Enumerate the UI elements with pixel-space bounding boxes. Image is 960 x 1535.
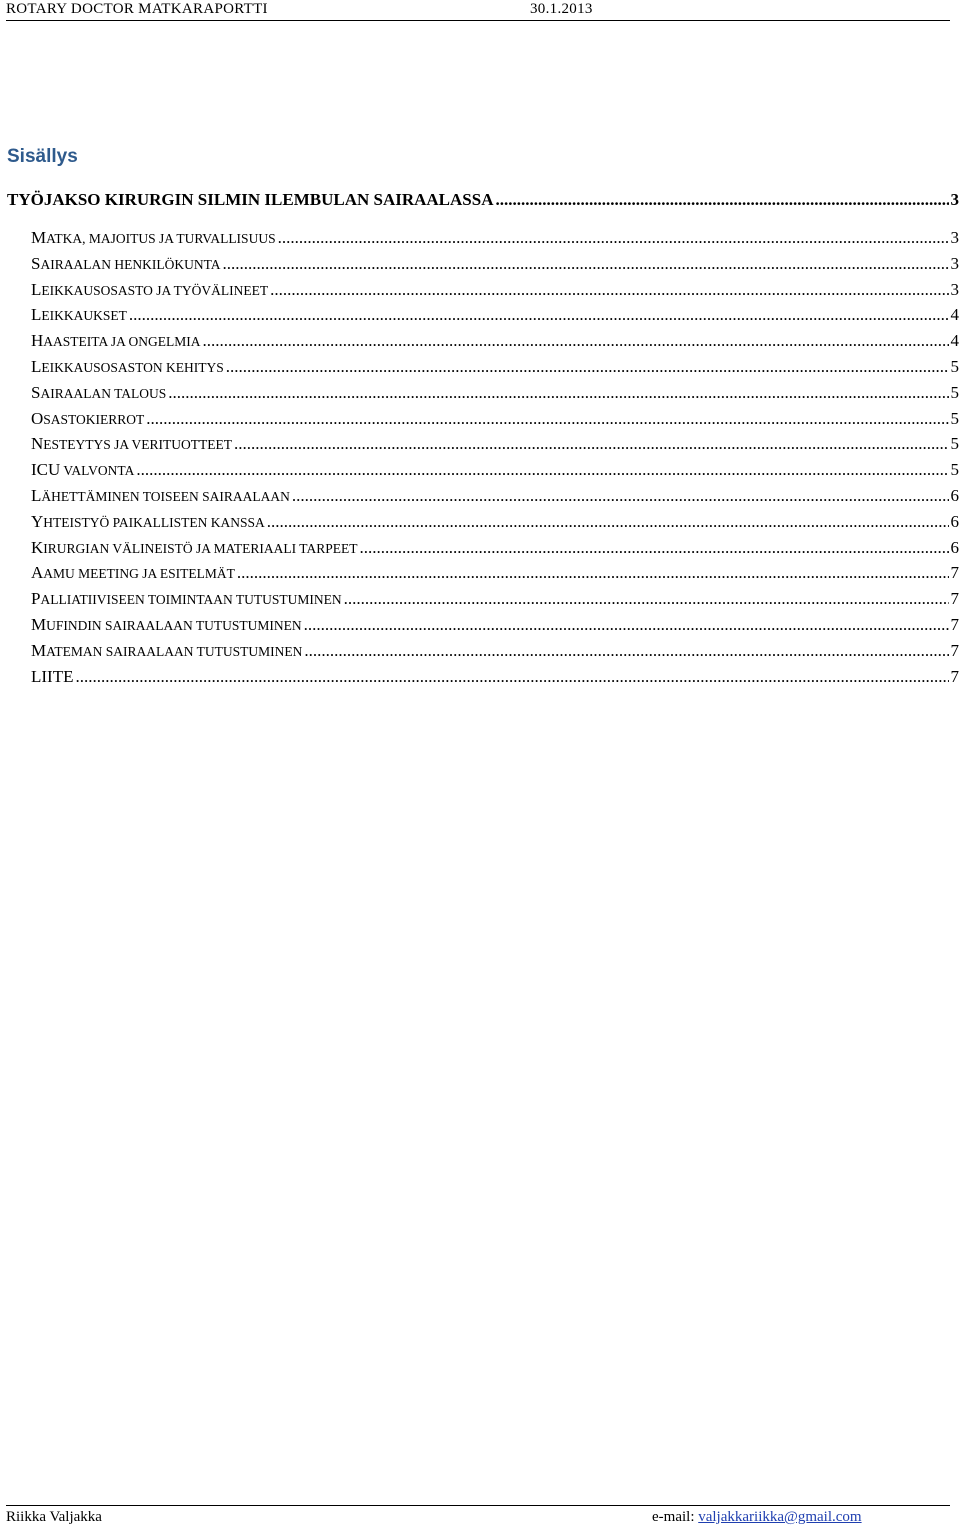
toc-title: Sisällys (7, 146, 78, 167)
toc-entry-label (31, 331, 200, 351)
toc-page-number: 6 (950, 537, 959, 557)
toc-entry-initial: M (31, 228, 47, 247)
toc-entry-label (31, 538, 357, 558)
toc-entry-label (31, 280, 268, 300)
toc-dot-leader (344, 589, 949, 609)
toc-entry-initial: M (31, 615, 47, 634)
toc-entry[interactable] (31, 331, 959, 353)
toc-entry[interactable] (31, 409, 959, 431)
toc-dot-leader (495, 190, 948, 210)
header-date: 30.1.2013 (530, 1, 593, 17)
toc-entry-label (31, 486, 290, 506)
toc-entry-rest: VALVONTA (60, 463, 135, 479)
toc-entry[interactable] (31, 563, 959, 585)
toc-entry-label (31, 409, 144, 429)
toc-page-number: 7 (950, 615, 959, 634)
toc-entry-initial: K (31, 537, 44, 557)
toc-entry[interactable] (31, 228, 959, 250)
toc-entry-rest: ÄHETTÄMINEN TOISEEN SAIRAALAAN (41, 489, 290, 504)
toc-entry[interactable] (31, 641, 959, 663)
toc-entry-label (7, 190, 493, 210)
toc-entry-label (31, 589, 342, 609)
toc-dot-leader (234, 434, 948, 454)
toc-page-number: 5 (950, 408, 959, 428)
toc-dot-leader (237, 563, 949, 583)
toc-entry[interactable] (31, 460, 959, 482)
toc-page-number: 7 (950, 640, 959, 660)
toc-entry-rest: ATKA, MAJOITUS JA TURVALLISUUS (46, 231, 276, 246)
toc-dot-leader (226, 357, 949, 377)
toc-entry-rest: ESTEYTYS JA VERITUOTTEET (43, 437, 233, 453)
toc-entry-label (31, 434, 232, 454)
toc-dot-leader (146, 409, 948, 429)
toc-dot-leader (129, 305, 949, 325)
toc-entry-rest: ALLIATIIVISEEN TOIMINTAAN TUTUSTUMINEN (40, 592, 342, 608)
toc-entry-label (31, 460, 134, 480)
toc-entry-initial: A (31, 563, 44, 583)
toc-entry-rest: AIRAALAN HENKILÖKUNTA (40, 256, 221, 272)
toc-entry-initial: TYÖJAKSO KIRURGIN SILMIN ILEMBULAN SAIRAALASSA (7, 190, 494, 209)
toc-dot-leader (202, 331, 948, 351)
toc-dot-leader (359, 538, 948, 558)
toc-entry-initial: S (31, 253, 41, 273)
toc-page-number: 3 (950, 190, 959, 209)
toc-page-number: 5 (950, 382, 959, 402)
toc-entry-label (31, 667, 73, 687)
toc-entry-initial: M (31, 640, 47, 660)
toc-dot-leader (270, 280, 948, 300)
toc-entry-initial: P (31, 589, 41, 609)
toc-entry-initial: L (31, 357, 42, 376)
toc-entry[interactable] (31, 615, 959, 637)
toc-page-number: 7 (950, 589, 959, 609)
toc-entry[interactable] (31, 383, 959, 405)
toc-entry-label (31, 305, 127, 325)
toc-entry-initial: O (31, 408, 44, 428)
toc-entry[interactable] (31, 486, 959, 508)
toc-entry-initial: S (31, 382, 41, 402)
toc-page-number: 6 (950, 486, 959, 505)
toc-entry-label (31, 563, 235, 583)
toc-entry-rest: IRURGIAN VÄLINEISTÖ JA MATERIAALI TARPEET (43, 540, 358, 556)
toc-entry-initial: H (31, 331, 44, 351)
toc-entry[interactable] (31, 512, 959, 534)
page-footer (6, 1505, 950, 1534)
toc-page-number: 5 (950, 434, 959, 454)
toc-entry-initial: N (31, 434, 44, 454)
toc-entry-label (31, 615, 302, 635)
toc-entry-initial: Y (31, 511, 44, 531)
toc-dot-leader (292, 486, 949, 506)
toc-dot-leader (168, 383, 948, 403)
toc-page-number: 3 (950, 279, 959, 299)
toc-entry-label (31, 228, 276, 248)
toc-dot-leader (222, 254, 948, 274)
toc-entry-initial: L (31, 486, 42, 505)
toc-entry-initial: ICU (31, 460, 61, 480)
toc-entry-rest: AIRAALAN TALOUS (40, 385, 167, 401)
toc-entry-rest: HTEISTYÖ PAIKALLISTEN KANSSA (43, 514, 265, 530)
toc-entry-rest: EIKKAUSOSASTO JA TYÖVÄLINEET (41, 282, 269, 298)
toc-entry-initial: L (31, 279, 42, 299)
toc-page-number: 5 (950, 357, 959, 376)
toc-entry-rest: AASTEITA JA ONGELMIA (43, 334, 201, 350)
toc-entry[interactable] (31, 538, 959, 560)
toc-entry-rest: AMU MEETING JA ESITELMÄT (43, 566, 235, 582)
page-header (6, 0, 950, 21)
toc-entry-label (31, 254, 220, 274)
toc-entry[interactable] (31, 667, 959, 689)
toc-page-number: 6 (950, 511, 959, 531)
toc-page-number: 3 (950, 253, 959, 273)
toc-entry-rest: UFINDIN SAIRAALAAN TUTUSTUMINEN (46, 618, 302, 633)
toc-entry[interactable] (31, 280, 959, 302)
toc-dot-leader (304, 615, 949, 635)
toc-entry-initial: LIITE (31, 666, 74, 686)
toc-entry-rest: SASTOKIERROT (43, 411, 145, 427)
toc-entry-rest: ATEMAN SAIRAALAAN TUTUSTUMINEN (46, 643, 303, 659)
footer-email (652, 1509, 862, 1526)
toc-entry[interactable] (31, 357, 959, 379)
toc-entry-label (31, 641, 302, 661)
footer-email-label: e-mail: (652, 1509, 699, 1525)
toc-page-number: 4 (950, 305, 959, 325)
toc-page-number: 3 (950, 228, 959, 247)
toc-page-number: 4 (950, 331, 959, 351)
toc-entry[interactable] (31, 254, 959, 276)
footer-author: Riikka Valjakka (6, 1509, 102, 1525)
toc-entry[interactable] (31, 434, 959, 456)
toc-entry[interactable] (31, 589, 959, 611)
toc-entry-label (31, 512, 265, 532)
toc-entry-label (31, 383, 166, 403)
email-link[interactable]: valjakkariikka@gmail.com (698, 1509, 862, 1525)
header-title: ROTARY DOCTOR MATKARAPORTTI (6, 1, 268, 17)
toc-entry-label (31, 357, 224, 377)
toc-page-number: 7 (950, 666, 959, 686)
toc-entry-rest: EIKKAUSOSASTON KEHITYS (41, 360, 224, 375)
toc-entry-rest: EIKKAUKSET (41, 308, 127, 324)
toc-page-number: 5 (950, 460, 959, 480)
toc-entry-initial: L (31, 305, 42, 325)
toc-dot-leader (278, 228, 949, 248)
toc-entry[interactable] (31, 305, 959, 327)
toc-dot-leader (75, 667, 948, 687)
toc-page-number: 7 (950, 563, 959, 583)
toc-dot-leader (304, 641, 948, 661)
toc-entry[interactable] (7, 190, 959, 212)
toc-dot-leader (136, 460, 948, 480)
toc-dot-leader (267, 512, 949, 532)
